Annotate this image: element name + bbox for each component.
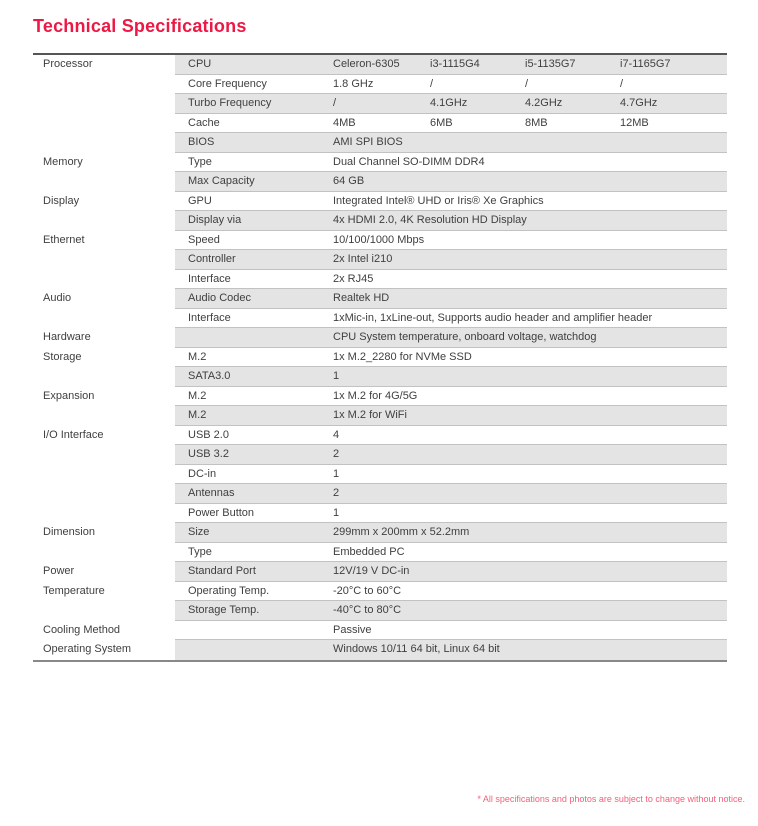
- footnote: * All specifications and photos are subject to change without notice.: [477, 794, 745, 804]
- spec-row-body: [175, 484, 727, 504]
- attribute-label: Speed: [188, 233, 220, 246]
- attribute-label: Standard Port: [188, 565, 256, 577]
- value-cell: 1x M.2_2280 for NVMe SSD: [333, 350, 472, 363]
- value-cells: [333, 231, 727, 250]
- attribute-label: [175, 328, 333, 347]
- attribute-label: M.2: [188, 389, 207, 402]
- category-label: [33, 75, 175, 95]
- value-cells: [333, 328, 727, 347]
- value-cell: 10/100/1000 Mbps: [333, 233, 425, 246]
- attribute-label: [175, 621, 333, 640]
- attribute-label: Core Frequency: [188, 77, 267, 90]
- value-cell: 1x M.2 for WiFi: [333, 409, 407, 421]
- value-cell: 4.2GHz: [525, 97, 563, 109]
- attribute-label: Power Button: [188, 506, 255, 519]
- category-label: [33, 114, 175, 134]
- category-label: [33, 250, 175, 270]
- value-cell: Dual Channel SO-DIMM DDR4: [333, 155, 485, 168]
- spec-row-body: [175, 133, 727, 153]
- value-cells: [333, 94, 727, 113]
- spec-row-body: [175, 582, 727, 602]
- spec-row-body: [175, 523, 727, 543]
- category-label: [33, 172, 175, 192]
- attribute-label: Interface: [188, 311, 231, 324]
- value-cell: 1: [333, 506, 340, 519]
- table-row: [33, 231, 727, 251]
- table-row: [33, 367, 727, 387]
- value-cells: [333, 562, 727, 581]
- table-row: [33, 289, 727, 309]
- value-cell: 1.8 GHz: [333, 77, 374, 90]
- value-cell: /: [620, 77, 624, 90]
- value-cells: [333, 367, 727, 386]
- spec-row-body: [175, 621, 727, 641]
- value-cells: [333, 523, 727, 542]
- category-label: [33, 211, 175, 231]
- attribute-label: Antennas: [188, 487, 235, 499]
- spec-row-body: [175, 231, 727, 251]
- table-row: [33, 523, 727, 543]
- category-label: Processor: [33, 55, 175, 75]
- table-row: [33, 211, 727, 231]
- attribute-label: M.2: [188, 409, 207, 421]
- value-cells: [333, 75, 727, 94]
- table-row: [33, 562, 727, 582]
- attribute-label: Controller: [188, 253, 236, 265]
- category-label: Audio: [33, 289, 175, 309]
- value-cells: [333, 484, 727, 503]
- category-label: [33, 270, 175, 290]
- table-row: [33, 75, 727, 95]
- table-row: [33, 133, 727, 153]
- category-label: Expansion: [33, 387, 175, 407]
- value-cells: [333, 640, 727, 660]
- table-row: [33, 192, 727, 212]
- value-cells: [333, 426, 727, 445]
- category-label: Operating System: [33, 640, 175, 660]
- table-row: [33, 309, 727, 329]
- value-cells: [333, 114, 727, 133]
- table-row: [33, 426, 727, 446]
- value-cell: Integrated Intel® UHD or Iris® Xe Graphics: [333, 194, 544, 207]
- attribute-label: USB 2.0: [188, 428, 229, 441]
- spec-row-body: [175, 75, 727, 95]
- value-cell: AMI SPI BIOS: [333, 136, 403, 148]
- attribute-label: Max Capacity: [188, 175, 255, 187]
- value-cells: [333, 211, 727, 230]
- page-title: Technical Specifications: [33, 16, 247, 37]
- category-label: I/O Interface: [33, 426, 175, 446]
- spec-row-body: [175, 153, 727, 173]
- spec-row-body: [175, 172, 727, 192]
- attribute-label: USB 3.2: [188, 448, 229, 460]
- table-row: [33, 406, 727, 426]
- value-cell: 2: [333, 448, 340, 460]
- spec-row-body: [175, 250, 727, 270]
- attribute-label: DC-in: [188, 467, 217, 480]
- spec-row-body: [175, 601, 727, 621]
- table-row: [33, 172, 727, 192]
- value-cells: [333, 250, 727, 269]
- spec-row-body: [175, 94, 727, 114]
- attribute-label: Operating Temp.: [188, 584, 270, 597]
- spec-row-body: [175, 406, 727, 426]
- value-cell: -40°C to 80°C: [333, 604, 402, 616]
- spec-row-body: [175, 426, 727, 446]
- spec-row-body: [175, 55, 727, 75]
- value-cells: [333, 172, 727, 191]
- value-cell: 64 GB: [333, 175, 365, 187]
- value-cell: 12MB: [620, 116, 649, 129]
- attribute-label: SATA3.0: [188, 370, 231, 382]
- category-label: Power: [33, 562, 175, 582]
- category-label: [33, 367, 175, 387]
- category-label: [33, 504, 175, 524]
- value-cell: 2: [333, 487, 340, 499]
- value-cell: 4: [333, 428, 340, 441]
- table-row: [33, 484, 727, 504]
- attribute-label: Turbo Frequency: [188, 97, 272, 109]
- value-cell: /: [333, 97, 337, 109]
- category-label: Ethernet: [33, 231, 175, 251]
- value-cells: [333, 601, 727, 620]
- spec-row-body: [175, 114, 727, 134]
- value-cell: 4x HDMI 2.0, 4K Resolution HD Display: [333, 214, 527, 226]
- table-row: [33, 348, 727, 368]
- value-cells: [333, 270, 727, 289]
- attribute-label: Cache: [188, 116, 220, 129]
- value-cells: [333, 192, 727, 211]
- spec-table: [33, 53, 727, 662]
- table-row: [33, 543, 727, 563]
- value-cell: 2x Intel i210: [333, 253, 393, 265]
- value-cell: 4.7GHz: [620, 97, 658, 109]
- value-cell: /: [525, 77, 529, 90]
- category-label: [33, 601, 175, 621]
- spec-row-body: [175, 289, 727, 309]
- value-cell: 1x M.2 for 4G/5G: [333, 389, 418, 402]
- value-cell: 6MB: [430, 116, 453, 129]
- value-cell: 12V/19 V DC-in: [333, 565, 410, 577]
- attribute-label: Type: [188, 545, 212, 558]
- value-cell: 2x RJ45: [333, 272, 374, 285]
- value-cell: /: [430, 77, 434, 90]
- spec-row-body: [175, 348, 727, 368]
- category-label: [33, 406, 175, 426]
- value-cells: [333, 348, 727, 367]
- attribute-label: Type: [188, 155, 212, 168]
- value-cell: Celeron-6305: [333, 58, 400, 70]
- attribute-label: Interface: [188, 272, 231, 285]
- spec-row-body: [175, 270, 727, 290]
- value-cell: Windows 10/11 64 bit, Linux 64 bit: [333, 643, 500, 655]
- category-label: Display: [33, 192, 175, 212]
- table-row: [33, 94, 727, 114]
- category-label: Dimension: [33, 523, 175, 543]
- table-row: [33, 465, 727, 485]
- table-row: [33, 601, 727, 621]
- value-cell: i3-1115G4: [430, 58, 480, 70]
- value-cell: 1: [333, 370, 340, 382]
- category-label: Storage: [33, 348, 175, 368]
- value-cells: [333, 289, 727, 308]
- spec-row-body: [175, 211, 727, 231]
- value-cell: i7-1165G7: [620, 58, 671, 70]
- table-row: [33, 153, 727, 173]
- attribute-label: [175, 640, 333, 660]
- spec-row-body: [175, 543, 727, 563]
- value-cells: [333, 133, 727, 152]
- spec-row-body: [175, 192, 727, 212]
- spec-row-body: [175, 504, 727, 524]
- value-cells: [333, 153, 727, 172]
- spec-row-body: [175, 309, 727, 329]
- value-cell: Realtek HD: [333, 292, 390, 304]
- category-label: [33, 309, 175, 329]
- value-cells: [333, 465, 727, 484]
- value-cell: 4.1GHz: [430, 97, 468, 109]
- table-row: [33, 504, 727, 524]
- attribute-label: GPU: [188, 194, 212, 207]
- category-label: [33, 484, 175, 504]
- table-row: [33, 250, 727, 270]
- spec-row-body: [175, 367, 727, 387]
- value-cells: [333, 445, 727, 464]
- spec-row-body: [175, 640, 727, 660]
- value-cells: [333, 582, 727, 601]
- category-label: [33, 543, 175, 563]
- value-cells: [333, 504, 727, 523]
- spec-row-body: [175, 445, 727, 465]
- table-row: [33, 445, 727, 465]
- attribute-label: BIOS: [188, 136, 215, 148]
- value-cells: [333, 55, 727, 74]
- value-cell: 1: [333, 467, 340, 480]
- value-cell: 4MB: [333, 116, 356, 129]
- value-cell: 299mm x 200mm x 52.2mm: [333, 526, 470, 538]
- value-cell: 1xMic-in, 1xLine-out, Supports audio header and amplifier header: [333, 311, 653, 324]
- table-row: [33, 640, 727, 660]
- value-cell: 8MB: [525, 116, 548, 129]
- category-label: Temperature: [33, 582, 175, 602]
- attribute-label: Size: [188, 526, 210, 538]
- value-cells: [333, 387, 727, 406]
- category-label: Cooling Method: [33, 621, 175, 641]
- spec-row-body: [175, 328, 727, 348]
- attribute-label: Storage Temp.: [188, 604, 260, 616]
- value-cells: [333, 621, 727, 640]
- table-row: [33, 328, 727, 348]
- category-label: [33, 94, 175, 114]
- table-row: [33, 270, 727, 290]
- attribute-label: CPU: [188, 58, 212, 70]
- value-cell: Embedded PC: [333, 545, 405, 558]
- value-cells: [333, 543, 727, 562]
- category-label: Hardware: [33, 328, 175, 348]
- attribute-label: M.2: [188, 350, 207, 363]
- value-cells: [333, 309, 727, 328]
- attribute-label: Audio Codec: [188, 292, 251, 304]
- spec-row-body: [175, 465, 727, 485]
- value-cell: CPU System temperature, onboard voltage, watchdog: [333, 331, 597, 343]
- table-row: [33, 582, 727, 602]
- attribute-label: Display via: [188, 214, 242, 226]
- category-label: Memory: [33, 153, 175, 173]
- spec-row-body: [175, 387, 727, 407]
- table-row: [33, 55, 727, 75]
- table-row: [33, 621, 727, 641]
- value-cell: -20°C to 60°C: [333, 584, 402, 597]
- value-cell: Passive: [333, 623, 372, 636]
- table-row: [33, 387, 727, 407]
- spec-row-body: [175, 562, 727, 582]
- value-cells: [333, 406, 727, 425]
- table-row: [33, 114, 727, 134]
- value-cell: i5-1135G7: [525, 58, 576, 70]
- category-label: [33, 445, 175, 465]
- category-label: [33, 465, 175, 485]
- category-label: [33, 133, 175, 153]
